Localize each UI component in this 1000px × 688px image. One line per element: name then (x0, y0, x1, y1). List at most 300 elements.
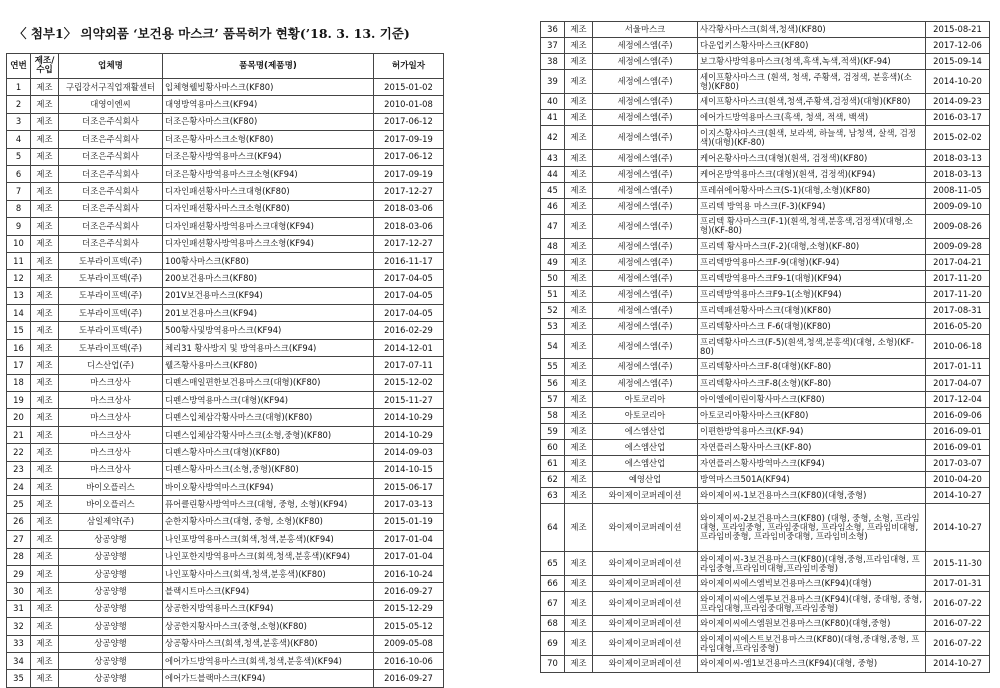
row-date: 2017-01-31 (926, 576, 990, 592)
row-type: 제조 (31, 600, 59, 617)
row-product: 에어가드블랙마스크(KF94) (163, 670, 374, 687)
row-type: 제조 (31, 635, 59, 652)
row-company: 대영이엔씨 (59, 96, 163, 113)
row-date: 2017-04-21 (926, 254, 990, 270)
row-product: 블랙시트마스크(KF94) (163, 583, 374, 600)
row-type: 제조 (31, 496, 59, 513)
row-number: 23 (7, 461, 31, 478)
row-product: 프리텍 황사마스크(F-1)(흰색,청색,분홍색,검정색)(대형,소형)(KF-80) (698, 214, 926, 238)
row-type: 제조 (31, 565, 59, 582)
row-company: 세정에스엠(주) (593, 287, 698, 303)
row-date: 2015-12-02 (374, 374, 444, 391)
row-number: 16 (7, 339, 31, 356)
row-company: 와이제이코퍼레이션 (593, 552, 698, 576)
row-type: 제조 (31, 392, 59, 409)
row-date: 2017-12-27 (374, 235, 444, 252)
row-company: 세정에스엠(주) (593, 319, 698, 335)
table-row (7, 496, 444, 513)
row-number: 31 (7, 600, 31, 617)
row-type: 제조 (565, 166, 593, 182)
row-company: 세정에스엠(주) (593, 94, 698, 110)
row-date: 2014-10-15 (374, 461, 444, 478)
row-number: 40 (541, 94, 565, 110)
table-row (541, 488, 990, 504)
row-product: 201보건용마스크(KF94) (163, 305, 374, 322)
row-date: 2015-01-02 (374, 79, 444, 96)
row-company: 예영산업 (593, 472, 698, 488)
row-type: 제조 (31, 287, 59, 304)
row-product: 프리텍패션황사마스크(대형)(KF80) (698, 303, 926, 319)
row-product: 입체형웰빙황사마스크(KF80) (163, 79, 374, 96)
row-product: 디펜스황사마스크(대형)(KF80) (163, 444, 374, 461)
row-type: 제조 (565, 576, 593, 592)
row-type: 제조 (565, 455, 593, 471)
row-number: 42 (541, 126, 565, 150)
table-row (7, 513, 444, 530)
row-date: 2010-04-20 (926, 472, 990, 488)
table-row (7, 218, 444, 235)
table-row (7, 618, 444, 635)
row-product: 보그황사방역용마스크(청색,흑색,녹색,적색)(KF-94) (698, 54, 926, 70)
row-date: 2009-08-26 (926, 214, 990, 238)
row-date: 2016-11-17 (374, 252, 444, 269)
row-number: 64 (541, 504, 565, 552)
row-company: 더조은주식회사 (59, 165, 163, 182)
row-company: 와이제이코퍼레이션 (593, 488, 698, 504)
row-product: 이편한방역용마스크(KF-94) (698, 423, 926, 439)
row-company: 상공양행 (59, 635, 163, 652)
row-product: 500황사및방역용마스크(KF94) (163, 322, 374, 339)
row-product: 자연플러스황사방역마스크(KF94) (698, 455, 926, 471)
row-date: 2008-11-05 (926, 182, 990, 198)
row-company: 와이제이코퍼레이션 (593, 504, 698, 552)
row-product: 바이오황사방역마스크(KF94) (163, 478, 374, 495)
table-row (7, 357, 444, 374)
header-product: 품목명(제품명) (163, 54, 374, 79)
row-date: 2017-03-13 (374, 496, 444, 513)
row-type: 제조 (565, 54, 593, 70)
table-row (541, 182, 990, 198)
row-number: 30 (7, 583, 31, 600)
table-row (7, 652, 444, 669)
row-company: 더조은주식회사 (59, 148, 163, 165)
table-row (7, 635, 444, 652)
row-product: 와이제이씨에스엠투보건용마스크(KF94)(대형, 중대형, 중형,프라임대형,프라임중대형,프라임중형) (698, 592, 926, 616)
row-type: 제조 (565, 656, 593, 672)
row-date: 2014-09-23 (926, 94, 990, 110)
row-product: 프리텍방역용마스크F9-1(대형)(KF94) (698, 271, 926, 287)
row-date: 2016-05-20 (926, 319, 990, 335)
row-date: 2017-01-11 (926, 359, 990, 375)
row-number: 6 (7, 165, 31, 182)
row-type: 제조 (31, 148, 59, 165)
row-type: 제조 (565, 238, 593, 254)
row-product: 더조은황사마스크(KF80) (163, 113, 374, 130)
row-number: 2 (7, 96, 31, 113)
row-company: 세정에스엠(주) (593, 375, 698, 391)
row-number: 14 (7, 305, 31, 322)
row-product: 에어가드방역용마스크(흑색, 청색, 적색, 백색) (698, 110, 926, 126)
row-type: 제조 (565, 94, 593, 110)
row-type: 제조 (31, 357, 59, 374)
table-row (541, 375, 990, 391)
row-company: 도부라이프텍(주) (59, 339, 163, 356)
row-number: 36 (541, 22, 565, 38)
permit-table-left (6, 53, 444, 688)
row-type: 제조 (31, 548, 59, 565)
row-type: 제조 (31, 113, 59, 130)
table-row (541, 319, 990, 335)
table-row (7, 374, 444, 391)
row-product: 와이제이씨-엠1보건용마스크(KF94)(대형, 중형) (698, 656, 926, 672)
table-row (541, 198, 990, 214)
row-number: 47 (541, 214, 565, 238)
table-row (7, 96, 444, 113)
row-number: 52 (541, 303, 565, 319)
row-company: 마스크상사 (59, 444, 163, 461)
row-number: 55 (541, 359, 565, 375)
row-product: 디자인패션황사방역용마스크소형(KF94) (163, 235, 374, 252)
row-company: 디스산업(주) (59, 357, 163, 374)
row-product: 와이제이씨-3보건용마스크(KF80)(대형,중형,프라임대형, 프라임중형,프라임비대형,프라임비중형) (698, 552, 926, 576)
row-date: 2014-12-01 (374, 339, 444, 356)
table-row (541, 656, 990, 672)
row-number: 28 (7, 548, 31, 565)
row-number: 35 (7, 670, 31, 687)
row-product: 나인포황사마스크(회색,청색,분홍색)(KF80) (163, 565, 374, 582)
row-product: 디자인패션황사방역용마스크대형(KF94) (163, 218, 374, 235)
row-product: 200보건용마스크(KF80) (163, 270, 374, 287)
table-row (541, 423, 990, 439)
row-date: 2015-11-30 (926, 552, 990, 576)
row-type: 제조 (31, 252, 59, 269)
row-product: 더조은황사마스크소형(KF80) (163, 131, 374, 148)
row-type: 제조 (565, 198, 593, 214)
row-product: 케어온황사마스크(대형)(흰색, 검정색)(KF80) (698, 150, 926, 166)
row-product: 프리텍 황사마스크(F-2)(대형,소형)(KF-80) (698, 238, 926, 254)
row-product: 와이제이씨에스엠빅보건용마스크(KF94)(대형) (698, 576, 926, 592)
row-date: 2017-04-05 (374, 305, 444, 322)
table-row (7, 252, 444, 269)
row-company: 더조은주식회사 (59, 200, 163, 217)
row-type: 제조 (565, 22, 593, 38)
row-product: 프리텍황사마스크F-8(소형)(KF-80) (698, 375, 926, 391)
row-product: 201V보건용마스크(KF94) (163, 287, 374, 304)
row-company: 상공양행 (59, 670, 163, 687)
row-type: 제조 (31, 79, 59, 96)
row-date: 2017-03-07 (926, 455, 990, 471)
row-date: 2018-03-13 (926, 150, 990, 166)
row-company: 상공양행 (59, 600, 163, 617)
row-company: 에스엠산업 (593, 423, 698, 439)
row-number: 18 (7, 374, 31, 391)
row-date: 2016-09-06 (926, 407, 990, 423)
row-product: 와이제이씨-1보건용마스크(KF80)(대형,중형) (698, 488, 926, 504)
row-number: 9 (7, 218, 31, 235)
row-product: 케어온방역용마스크(대형)(흰색, 검정색)(KF94) (698, 166, 926, 182)
row-company: 세정에스엠(주) (593, 254, 698, 270)
row-date: 2017-12-27 (374, 183, 444, 200)
table-row (541, 54, 990, 70)
row-number: 33 (7, 635, 31, 652)
row-number: 27 (7, 531, 31, 548)
row-product: 더조은황사방역용마스크(KF94) (163, 148, 374, 165)
row-product: 웰즈황사용마스크(KF80) (163, 357, 374, 374)
row-company: 상공양행 (59, 548, 163, 565)
row-date: 2015-08-21 (926, 22, 990, 38)
row-date: 2016-09-01 (926, 423, 990, 439)
row-company: 세정에스엠(주) (593, 110, 698, 126)
row-company: 와이제이코퍼레이션 (593, 656, 698, 672)
row-number: 50 (541, 271, 565, 287)
row-product: 아토코리아황사마스크(KF80) (698, 407, 926, 423)
row-type: 제조 (31, 305, 59, 322)
row-date: 2017-06-12 (374, 148, 444, 165)
row-date: 2017-04-05 (374, 270, 444, 287)
row-company: 도부라이프텍(주) (59, 252, 163, 269)
row-company: 도부라이프텍(주) (59, 270, 163, 287)
row-number: 67 (541, 592, 565, 616)
row-number: 21 (7, 426, 31, 443)
table-row (541, 616, 990, 632)
row-product: 순한지황사마스크(대형, 중형, 소형)(KF80) (163, 513, 374, 530)
row-date: 2015-11-27 (374, 392, 444, 409)
row-product: 디펜스방역용마스크(대형)(KF94) (163, 392, 374, 409)
row-type: 제조 (31, 461, 59, 478)
table-row (541, 439, 990, 455)
row-company: 아토코리아 (593, 391, 698, 407)
table-row (541, 576, 990, 592)
row-type: 제조 (31, 374, 59, 391)
header-date: 허가일자 (374, 54, 444, 79)
row-product: 세이프황사마스크 (흰색, 청색, 주황색, 검정색, 분홍색)(소형)(KF80) (698, 70, 926, 94)
row-date: 2014-10-27 (926, 504, 990, 552)
table-row (7, 79, 444, 96)
table-row (541, 472, 990, 488)
row-type: 제조 (565, 504, 593, 552)
row-number: 15 (7, 322, 31, 339)
row-type: 제조 (565, 552, 593, 576)
row-number: 26 (7, 513, 31, 530)
row-type: 제조 (565, 182, 593, 198)
row-product: 체리31 황사방지 및 방역용마스크(KF94) (163, 339, 374, 356)
row-company: 세정에스엠(주) (593, 150, 698, 166)
row-company: 와이제이코퍼레이션 (593, 632, 698, 656)
row-type: 제조 (31, 583, 59, 600)
row-number: 66 (541, 576, 565, 592)
row-date: 2014-10-27 (926, 656, 990, 672)
table-row (541, 632, 990, 656)
row-number: 53 (541, 319, 565, 335)
row-company: 에스엠산업 (593, 455, 698, 471)
row-company: 세정에스엠(주) (593, 166, 698, 182)
row-number: 61 (541, 455, 565, 471)
row-number: 10 (7, 235, 31, 252)
row-type: 제조 (31, 478, 59, 495)
row-company: 더조은주식회사 (59, 218, 163, 235)
row-number: 32 (7, 618, 31, 635)
row-number: 58 (541, 407, 565, 423)
row-date: 2010-06-18 (926, 335, 990, 359)
row-type: 제조 (565, 439, 593, 455)
table-row (7, 461, 444, 478)
row-product: 상공한지방역용마스크(KF94) (163, 600, 374, 617)
row-product: 디펜스입체삼각황사마스크(소형,중형)(KF80) (163, 426, 374, 443)
row-number: 70 (541, 656, 565, 672)
table-row (541, 214, 990, 238)
row-company: 에스엠산업 (593, 439, 698, 455)
row-product: 디펜스황사마스크(소형,중형)(KF80) (163, 461, 374, 478)
row-company: 세정에스엠(주) (593, 198, 698, 214)
row-date: 2017-04-07 (926, 375, 990, 391)
row-company: 더조은주식회사 (59, 183, 163, 200)
row-date: 2017-09-19 (374, 165, 444, 182)
row-company: 마스크상사 (59, 461, 163, 478)
header-type: 제조/ 수입 (31, 54, 59, 79)
row-date: 2017-12-06 (926, 38, 990, 54)
row-number: 45 (541, 182, 565, 198)
row-type: 제조 (31, 183, 59, 200)
row-product: 다운업키스황사마스크(KF80) (698, 38, 926, 54)
table-row (541, 271, 990, 287)
row-type: 제조 (565, 391, 593, 407)
table-row (541, 150, 990, 166)
row-product: 프리텍방역용마스크F-9(대형)(KF-94) (698, 254, 926, 270)
row-product: 이지스황사마스크(흰색, 보라색, 하늘색, 남청색, 살색, 검정색)(대형)(KF-80) (698, 126, 926, 150)
row-product: 상공한지황사마스크(중형,소형)(KF80) (163, 618, 374, 635)
row-date: 2017-06-12 (374, 113, 444, 130)
table-row (7, 148, 444, 165)
row-date: 2016-02-29 (374, 322, 444, 339)
table-row (7, 131, 444, 148)
row-number: 39 (541, 70, 565, 94)
row-number: 8 (7, 200, 31, 217)
row-product: 방역마스크501A(KF94) (698, 472, 926, 488)
row-product: 프리텍방역용마스크F9-1(소형)(KF94) (698, 287, 926, 303)
row-number: 41 (541, 110, 565, 126)
row-number: 20 (7, 409, 31, 426)
row-company: 더조은주식회사 (59, 131, 163, 148)
row-number: 7 (7, 183, 31, 200)
row-date: 2015-09-14 (926, 54, 990, 70)
table-row (541, 335, 990, 359)
row-date: 2009-05-08 (374, 635, 444, 652)
table-row (7, 392, 444, 409)
row-product: 사각황사마스크(회색,청색)(KF80) (698, 22, 926, 38)
table-row (7, 165, 444, 182)
row-date: 2016-07-22 (926, 632, 990, 656)
row-type: 제조 (31, 531, 59, 548)
row-number: 3 (7, 113, 31, 130)
row-type: 제조 (565, 632, 593, 656)
table-row (7, 183, 444, 200)
row-company: 세정에스엠(주) (593, 182, 698, 198)
row-product: 프레쉬에어황사마스크(S-1)(대형,소형)(KF80) (698, 182, 926, 198)
row-date: 2016-09-01 (926, 439, 990, 455)
row-date: 2016-09-27 (374, 670, 444, 687)
row-company: 바이오플러스 (59, 496, 163, 513)
row-number: 34 (7, 652, 31, 669)
row-type: 제조 (565, 70, 593, 94)
row-type: 제조 (565, 472, 593, 488)
row-product: 디펜스입체삼각황사마스크(대형)(KF80) (163, 409, 374, 426)
table-row (541, 504, 990, 552)
table-body-right (541, 22, 990, 673)
row-product: 디펜스매일편한보건용마스크(대형)(KF80) (163, 374, 374, 391)
row-company: 와이제이코퍼레이션 (593, 616, 698, 632)
row-type: 제조 (31, 165, 59, 182)
row-product: 프리텍황사마스크F-8(대형)(KF-80) (698, 359, 926, 375)
table-row (7, 287, 444, 304)
row-number: 48 (541, 238, 565, 254)
row-company: 더조은주식회사 (59, 113, 163, 130)
row-date: 2014-10-29 (374, 426, 444, 443)
row-date: 2015-02-02 (926, 126, 990, 150)
table-row (7, 200, 444, 217)
row-company: 마스크상사 (59, 374, 163, 391)
row-date: 2015-01-19 (374, 513, 444, 530)
table-row (541, 126, 990, 150)
row-company: 구립강서구직업재활센터 (59, 79, 163, 96)
row-date: 2016-03-17 (926, 110, 990, 126)
row-number: 46 (541, 198, 565, 214)
row-date: 2014-10-20 (926, 70, 990, 94)
row-date: 2018-03-06 (374, 218, 444, 235)
row-type: 제조 (31, 513, 59, 530)
row-type: 제조 (31, 670, 59, 687)
row-number: 69 (541, 632, 565, 656)
row-number: 44 (541, 166, 565, 182)
table-row (541, 287, 990, 303)
header-no: 연번 (7, 54, 31, 79)
row-date: 2014-10-29 (374, 409, 444, 426)
table-row (7, 583, 444, 600)
row-company: 세정에스엠(주) (593, 303, 698, 319)
table-row (541, 238, 990, 254)
row-date: 2016-07-22 (926, 592, 990, 616)
row-type: 제조 (31, 444, 59, 461)
row-date: 2014-09-03 (374, 444, 444, 461)
table-row (541, 391, 990, 407)
row-type: 제조 (31, 409, 59, 426)
row-date: 2017-08-31 (926, 303, 990, 319)
row-date: 2017-01-04 (374, 548, 444, 565)
table-row (541, 407, 990, 423)
table-header-row (7, 54, 444, 79)
row-company: 상공양행 (59, 652, 163, 669)
row-type: 제조 (565, 407, 593, 423)
row-company: 세정에스엠(주) (593, 126, 698, 150)
row-number: 59 (541, 423, 565, 439)
row-product: 대영방역용마스크(KF94) (163, 96, 374, 113)
row-company: 세정에스엠(주) (593, 335, 698, 359)
row-type: 제조 (565, 150, 593, 166)
row-type: 제조 (565, 488, 593, 504)
row-date: 2018-03-06 (374, 200, 444, 217)
table-row (7, 600, 444, 617)
table-row (7, 305, 444, 322)
row-product: 나인포방역용마스크(회색,청색,분홍색)(KF94) (163, 531, 374, 548)
row-number: 49 (541, 254, 565, 270)
row-product: 디자인패션황사마스크대형(KF80) (163, 183, 374, 200)
row-type: 제조 (565, 616, 593, 632)
row-company: 삼일제약(주) (59, 513, 163, 530)
row-type: 제조 (565, 271, 593, 287)
row-type: 제조 (565, 423, 593, 439)
row-date: 2016-10-06 (374, 652, 444, 669)
table-row (541, 70, 990, 94)
row-number: 24 (7, 478, 31, 495)
